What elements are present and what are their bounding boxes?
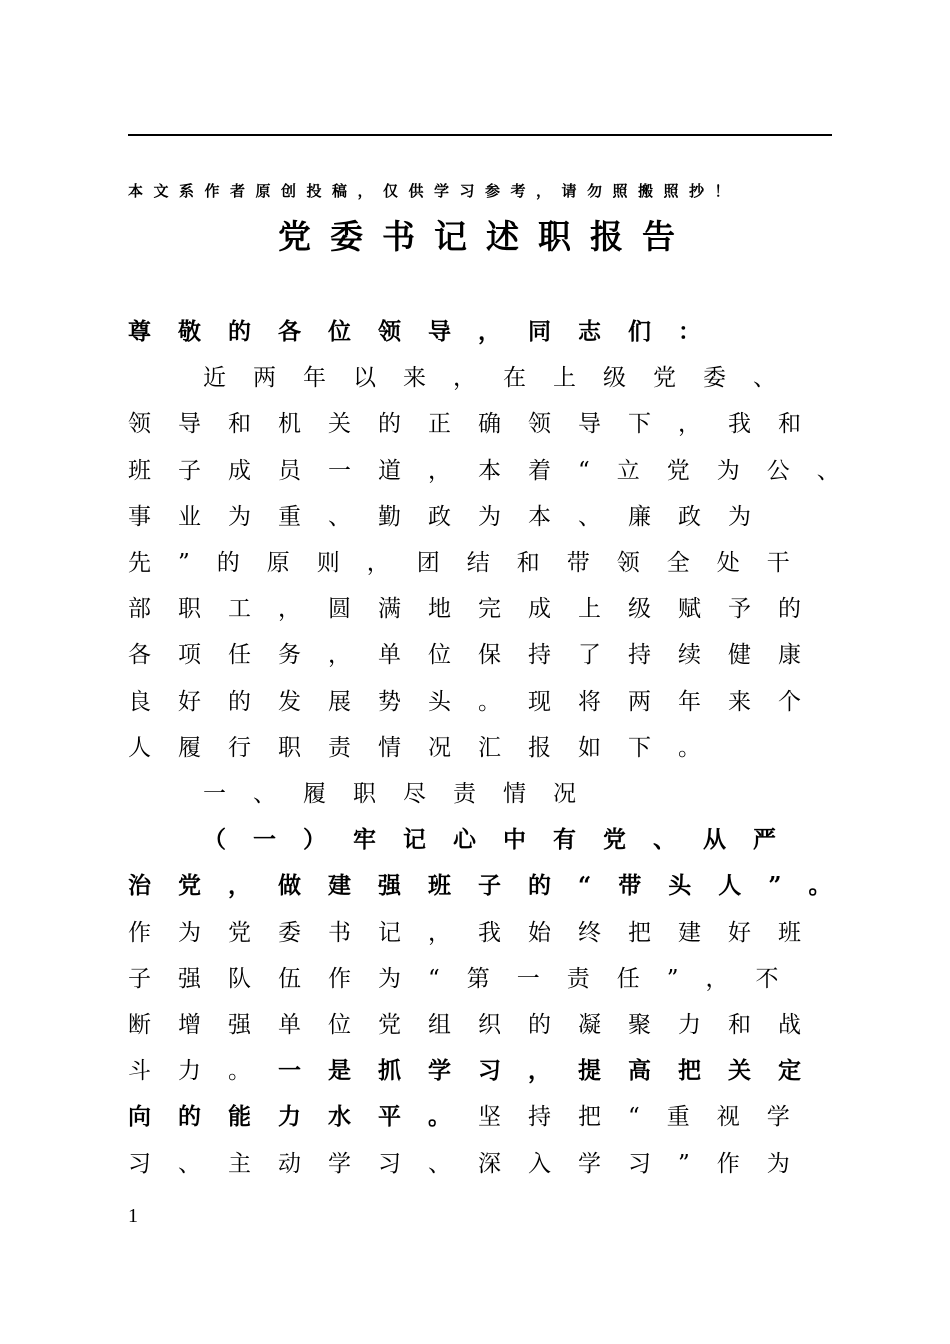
text-line <box>128 910 828 956</box>
text-run: 斗力。 <box>128 1058 278 1085</box>
text-line <box>128 1048 828 1094</box>
text-run: 事业为重、勤政为本、廉政为 <box>128 503 778 530</box>
document-title: 党委书记述职报告 <box>278 217 694 256</box>
text-run: 领导和机关的正确领导下，我和 <box>128 411 828 438</box>
text-run: 作为党委书记，我始终把建好班 <box>128 919 828 946</box>
page-number: 1 <box>128 1205 138 1227</box>
header-rule <box>128 134 832 136</box>
text-line <box>128 540 817 586</box>
bold-text-run: 一是抓学习，提高把关定 <box>278 1057 828 1085</box>
text-line <box>128 1002 828 1048</box>
bold-text-run: 尊敬的各位领导，同志们： <box>128 318 728 345</box>
text-run: 近两年以来，在上级党委、 <box>203 365 803 392</box>
text-line <box>128 309 728 355</box>
text-run: 一、履职尽责情况 <box>203 781 603 807</box>
text-line <box>128 632 828 678</box>
text-run: 断增强单位党组织的凝聚力和战 <box>128 1012 828 1038</box>
text-line <box>128 771 603 817</box>
bold-text-run: （一）牢记心中有党、从严 <box>203 826 803 854</box>
text-run: 良好的发展势头。现将两年来个 <box>128 688 828 715</box>
text-run: 班子成员一道，本着“立党为公、 <box>128 457 867 484</box>
copyright-notice: 本文系作者原创投稿，仅供学习参考，请勿照搬照抄！ <box>128 182 741 200</box>
text-line <box>128 1141 817 1187</box>
bold-text-run: 治党，做建强班子的“带头人”。 <box>128 872 859 900</box>
text-line <box>128 725 728 771</box>
text-line <box>128 956 806 1002</box>
text-run: 先”的原则，团结和带领全处干 <box>128 550 817 576</box>
text-line <box>128 401 828 447</box>
text-run: 部职工，圆满地完成上级赋予的 <box>128 596 828 623</box>
text-run: 习、主动学习、深入学习”作为 <box>128 1150 817 1177</box>
text-run: 人履行职责情况汇报如下。 <box>128 734 728 761</box>
text-line <box>128 448 867 494</box>
text-line <box>128 494 778 540</box>
text-line <box>128 863 858 909</box>
text-run: 子强队伍作为“第一责任”，不 <box>128 965 806 992</box>
text-line <box>128 679 828 725</box>
text-line <box>128 355 803 401</box>
bold-text-run: 向的能力水平。 <box>128 1103 478 1131</box>
text-run: 各项任务，单位保持了持续健康 <box>128 642 828 669</box>
text-line <box>128 817 803 863</box>
text-run: 坚持把“重视学 <box>478 1104 817 1131</box>
text-line <box>128 586 828 632</box>
text-line <box>128 1094 817 1140</box>
